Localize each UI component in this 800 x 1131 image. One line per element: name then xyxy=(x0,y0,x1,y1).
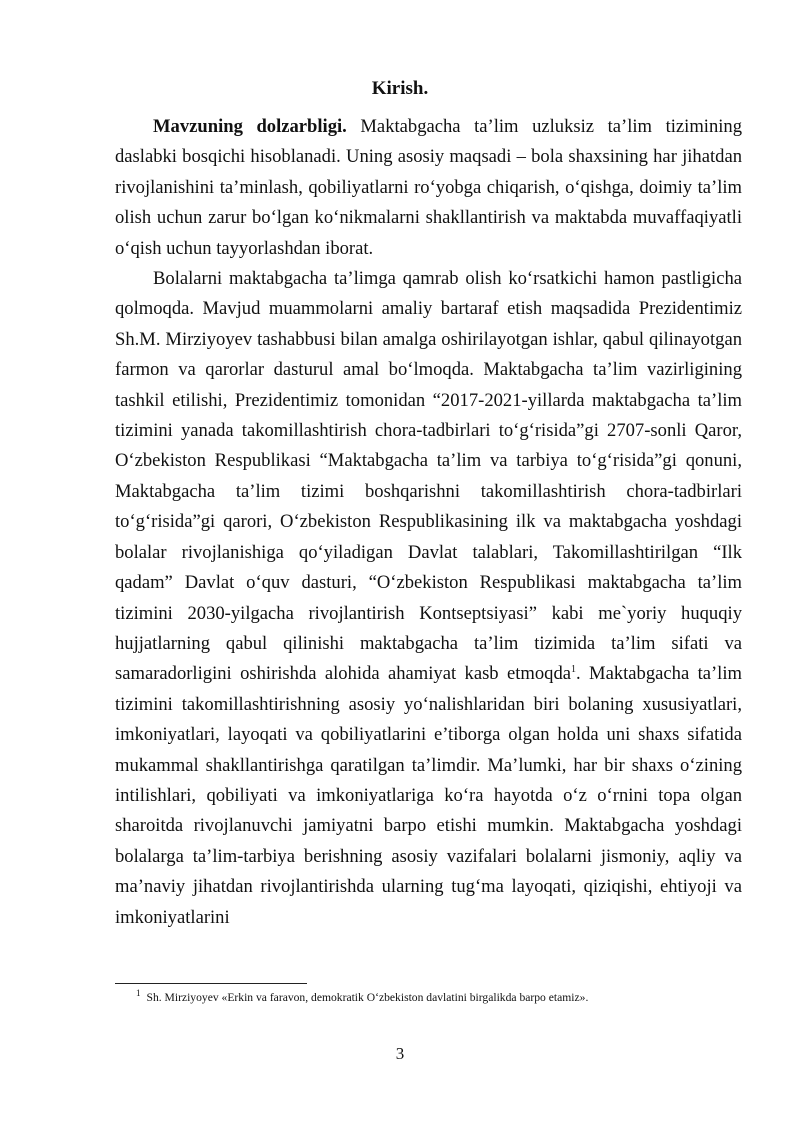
paragraph-text: Bolalarni maktabgacha ta’limga qamrab olish ko‘rsatkichi hamon pastligicha qolmoqda. Mavjud muammolarni amaliy bartaraf etish maqsadida Prezidentimiz Sh.M. Mirziyoyev tashabbusi bilan amalga oshirilayotgan ishlar, qabul qilinayotgan farmon va qarorlar dasturul amal bo‘lmoqda. Maktabgacha ta’lim vazirligining tashkil etilishi, Prezidentimiz tomonidan “2017-2021-yillarda maktabgacha ta’lim tizimini yanada takomillashtirish chora-tadbirlari to‘g‘risida”gi 2707-sonli Qaror, O‘zbekiston Respublikasi “Maktabgacha ta’lim va tarbiya to‘g‘risida”gi qonuni, Maktabgacha ta’lim tizimi boshqarishni takomillashtirish chora-tadbirlari to‘g‘risida”gi qarori, O‘zbekiston Respublikasining ilk va maktabgacha yoshdagi bolalar rivojlanishiga qo‘yiladigan Davlat talablari, Takomillashtirilgan “Ilk qadam” Davlat o‘quv dasturi, “O‘zbekiston Respublikasi maktabgacha ta’lim tizimini 2030-yilgacha rivojlantirish Kontseptsiyasi” kabi me`yoriy huquqiy hujjatlarning qabul qilinishi maktabgacha ta’lim tizimida ta’lim sifati va samaradorligini oshirishda alohida ahamiyat kasb etmoqda xyxy=(115,268,742,685)
footnote xyxy=(136,989,742,1007)
paragraph-text-continued: . Maktabgacha ta’lim tizimini takomillashtirishning asosiy yo‘nalishlaridan biri bolaning xususiyatlari, imkoniyatlari, layoqati va qobiliyatlarini e’tiborga olgan holda uni shaxs sifatida mukammal shakllantirishga qaratilgan ta’limdir. Ma’lumki, har bir shaxs o‘zining intilishlari, qobiliyati va imkoniyatlariga ko‘ra hayotda o‘z o‘rnini topa olgan sharoitda rivojlanuvchi jamiyatni barpo etishi mumkin. Maktabgacha yoshdagi bolalarga ta’lim-tarbiya berishning asosiy vazifalari bolalarni jismoniy, aqliy va ma’naviy jihatdan rivojlantirishda ularning tug‘ma layoqati, qiziqishi, ehtiyoji va imkoniyatlarini xyxy=(115,663,742,928)
footnote-reference[interactable]: 1 xyxy=(571,664,577,676)
paragraph-lead: Mavzuning dolzarbligi. xyxy=(153,116,347,137)
paragraph-coverage xyxy=(115,264,742,933)
footnote-separator xyxy=(115,983,307,984)
body-text xyxy=(115,112,742,933)
footnote-text: Sh. Mirziyoyev «Erkin va faravon, demokratik O‘zbekiston davlatini birgalikda barpo etamiz». xyxy=(146,991,589,1004)
page-number: 3 xyxy=(395,1044,405,1063)
paragraph-text: Maktabgacha ta’lim uzluksiz ta’lim tizimining daslabki bosqichi hisoblanadi. Uning asosiy maqsadi – bola shaxsining har jihatdan rivojlanishini ta’minlash, qobiliyatlarni ro‘yobga chiqarish, o‘qishga, doimiy ta’lim olish uchun zarur bo‘lgan ko‘nikmalarni shakllantirish va maktabda muvaffaqiyatli o‘qish uchun tayyorlashdan iborat. xyxy=(115,116,743,259)
footnote-mark: 1 xyxy=(136,988,141,999)
section-title: Kirish. xyxy=(371,78,429,99)
paragraph-relevance xyxy=(115,112,742,264)
